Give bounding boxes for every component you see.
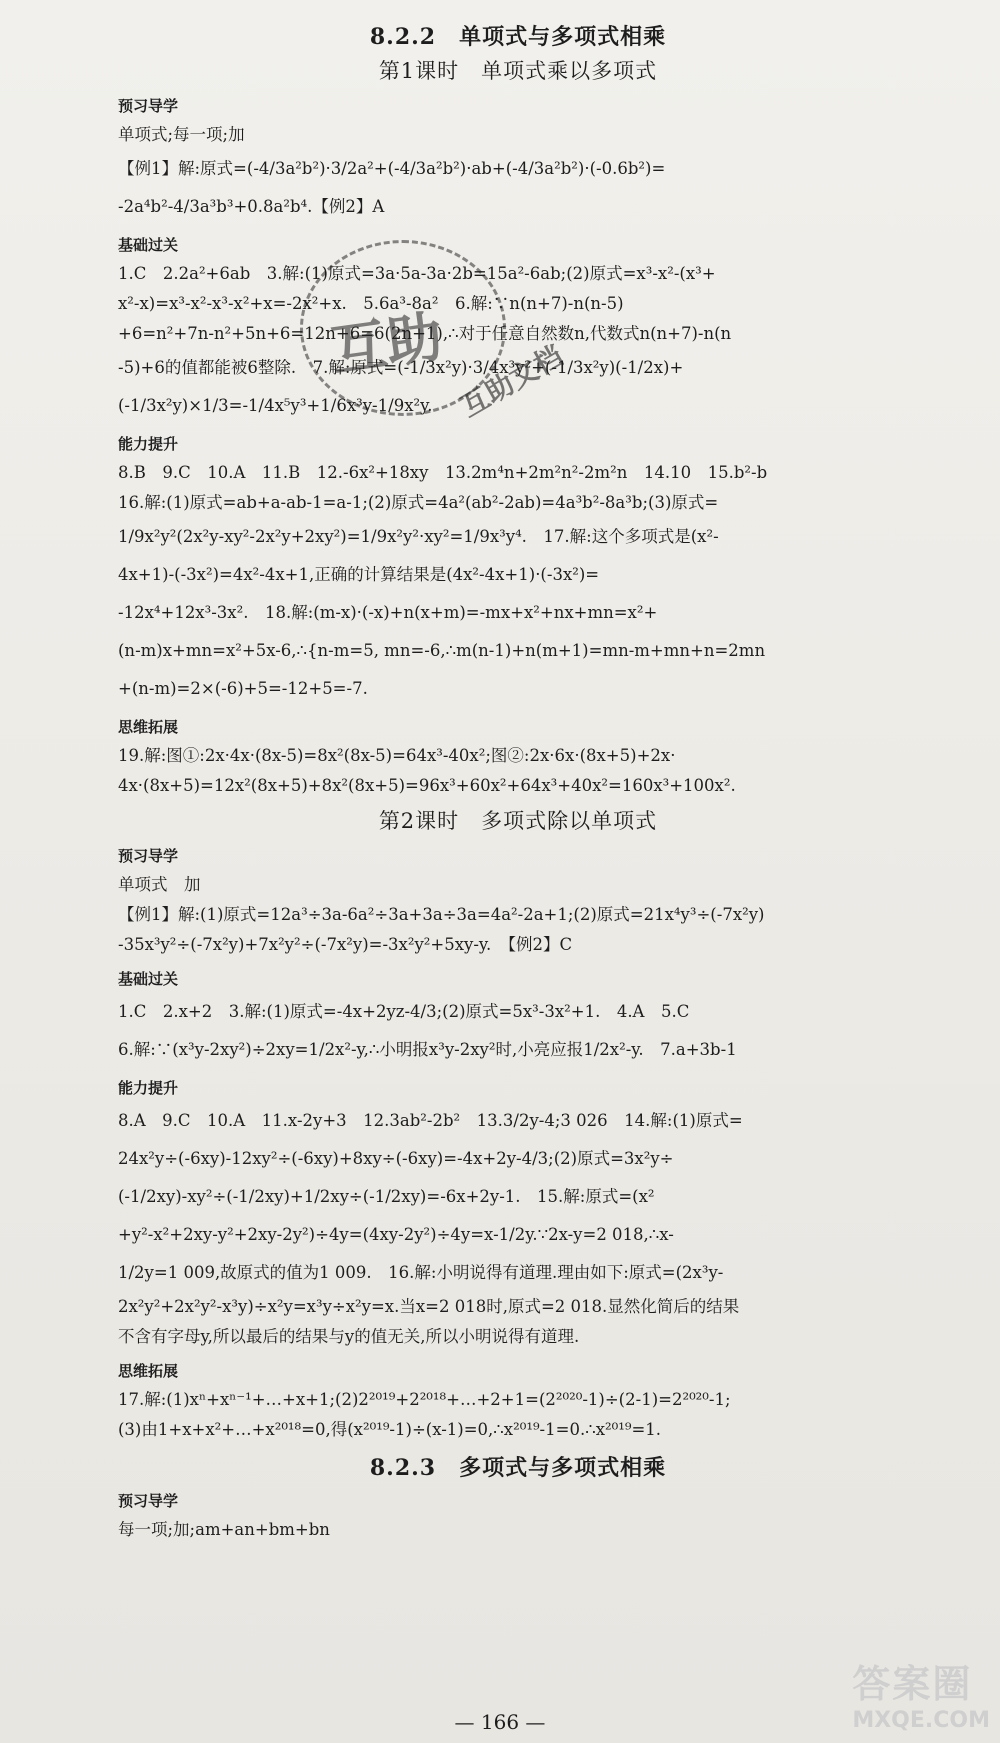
answer-line: 24x²y÷(-6xy)-12xy²÷(-6xy)+8xy÷(-6xy)=-4x+2y-4/3;(2)原式=3x²y÷ — [118, 1149, 674, 1168]
answer-line: (-1/2xy)-xy²÷(-1/2xy)+1/2xy÷(-1/2xy)=-6x+2y-1. 15.解:原式=(x² — [118, 1187, 655, 1206]
label-basic-2: 基础过关 — [118, 970, 179, 988]
answer-line: 每一项;加;am+an+bm+bn — [118, 1520, 330, 1539]
answer-line: 8.A 9.C 10.A 11.x-2y+3 12.3ab²-2b² 13.3/2y-4;3 026 14.解:(1)原式= — [118, 1111, 743, 1130]
answer-line: -5)+6的值都能被6整除. 7.解:原式=(-1/3x²y)·3/4x³y²+(-1/3x²y)(-1/2x)+ — [118, 358, 684, 377]
answer-line: 17.解:(1)xⁿ+xⁿ⁻¹+…+x+1;(2)2²⁰¹⁹+2²⁰¹⁸+…+2+1=(2²⁰²⁰-1)÷(2-1)=2²⁰²⁰-1; — [118, 1390, 731, 1409]
answer-line: 8.B 9.C 10.A 11.B 12.-6x²+18xy 13.2m⁴n+2m²n²-2m²n 14.10 15.b²-b — [118, 463, 768, 482]
answer-line: 16.解:(1)原式=ab+a-ab-1=a-1;(2)原式=4a²(ab²-2ab)=4a³b²-8a³b;(3)原式= — [118, 493, 719, 512]
answer-line: (-1/3x²y)×1/3=-1/4x⁵y³+1/6x³y-1/9x²y. — [118, 396, 433, 415]
label-thinking: 思维拓展 — [118, 718, 179, 736]
answer-line: +y²-x²+2xy-y²+2xy-2y²)÷4y=(4xy-2y²)÷4y=x-1/2y.∵2x-y=2 018,∴x- — [118, 1225, 674, 1244]
watermark-text: 互助文档 — [455, 339, 569, 424]
logo-big-text: 答案圈 — [852, 1662, 973, 1706]
label-ability: 能力提升 — [118, 435, 179, 453]
label-ability-2: 能力提升 — [118, 1079, 179, 1097]
answer-line: (3)由1+x+x²+…+x²⁰¹⁸=0,得(x²⁰¹⁹-1)÷(x-1)=0,∴x²⁰¹⁹-1=0.∴x²⁰¹⁹=1. — [118, 1420, 662, 1439]
lesson-title-1: 第1课时 单项式乘以多项式 — [378, 59, 658, 83]
logo-small-text: MXQE.COM — [852, 1708, 990, 1733]
answer-line: x²-x)=x³-x²-x³-x²+x=-2x²+x. 5.6a³-8a² 6.解:∵n(n+7)-n(n-5) — [118, 294, 624, 313]
answer-line: 1/2y=1 009,故原式的值为1 009. 16.解:小明说得有道理.理由如下:原式=(2x³y- — [118, 1263, 724, 1282]
label-thinking-2: 思维拓展 — [118, 1362, 179, 1380]
answer-line: 1.C 2.2a²+6ab 3.解:(1)原式=3a·5a-3a·2b=15a²-6ab;(2)原式=x³-x²-(x³+ — [118, 264, 716, 283]
stamp-text: 互助 — [326, 304, 447, 385]
label-basic: 基础过关 — [118, 236, 179, 254]
answer-line: (n-m)x+mn=x²+5x-6,∴{n-m=5, mn=-6,∴m(n-1)+n(m+1)=mn-m+mn+n=2mn — [118, 641, 766, 660]
label-preview: 预习导学 — [118, 97, 179, 115]
answer-line: 1.C 2.x+2 3.解:(1)原式=-4x+2yz-4/3;(2)原式=5x³-3x²+1. 4.A 5.C — [118, 1002, 690, 1021]
answer-line: 2x²y²+2x²y²-x³y)÷x²y=x³y÷x²y=x.当x=2 018时,原式=2 018.显然化简后的结果 — [118, 1297, 740, 1316]
site-logo — [852, 1653, 990, 1733]
answer-line: -35x³y²÷(-7x²y)+7x²y²÷(-7x²y)=-3x²y²+5xy-y. 【例2】C — [118, 935, 573, 954]
answer-line: -2a⁴b²-4/3a³b³+0.8a²b⁴.【例2】A — [118, 197, 385, 216]
answer-line: 【例1】解:原式=(-4/3a²b²)·3/2a²+(-4/3a²b²)·ab+(-4/3a²b²)·(-0.6b²)= — [118, 159, 666, 178]
answer-line: +(n-m)=2×(-6)+5=-12+5=-7. — [118, 679, 368, 698]
label-preview-3: 预习导学 — [118, 1492, 179, 1510]
lesson-title-2: 第2课时 多项式除以单项式 — [378, 809, 658, 833]
answer-content — [118, 14, 918, 1545]
page-number: — 166 — — [454, 1710, 546, 1734]
answer-line: +6=n²+7n-n²+5n+6=12n+6=6(2n+1),∴对于任意自然数n,代数式n(n+7)-n(n — [118, 324, 732, 343]
answer-line: 1/9x²y²(2x²y-xy²-2x²y+2xy²)=1/9x²y²·xy²=1/9x³y⁴. 17.解:这个多项式是(x²- — [118, 527, 719, 546]
label-preview-2: 预习导学 — [118, 847, 179, 865]
section-title-822: 8.2.2 单项式与多项式相乘 — [369, 24, 667, 50]
answer-line: 19.解:图①:2x·4x·(8x-5)=8x²(8x-5)=64x³-40x²;图②:2x·6x·(8x+5)+2x· — [118, 746, 676, 765]
answer-line: 4x·(8x+5)=12x²(8x+5)+8x²(8x+5)=96x³+60x²+64x³+40x²=160x³+100x². — [118, 776, 736, 795]
answer-line: -12x⁴+12x³-3x². 18.解:(m-x)·(-x)+n(x+m)=-mx+x²+nx+mn=x²+ — [118, 603, 658, 622]
answer-line: 【例1】解:(1)原式=12a³÷3a-6a²÷3a+3a÷3a=4a²-2a+1;(2)原式=21x⁴y³÷(-7x²y) — [118, 905, 765, 924]
answer-line: 单项式 加 — [118, 875, 201, 894]
answer-line: 6.解:∵(x³y-2xy²)÷2xy=1/2x²-y,∴小明报x³y-2xy²时,小亮应报1/2x²-y. 7.a+3b-1 — [118, 1040, 737, 1059]
answer-line: 不含有字母y,所以最后的结果与y的值无关,所以小明说得有道理. — [118, 1327, 580, 1346]
section-title-823: 8.2.3 多项式与多项式相乘 — [369, 1455, 667, 1481]
answer-line: 4x+1)-(-3x²)=4x²-4x+1,正确的计算结果是(4x²-4x+1)·(-3x²)= — [118, 565, 600, 584]
answer-line: 单项式;每一项;加 — [118, 125, 245, 144]
